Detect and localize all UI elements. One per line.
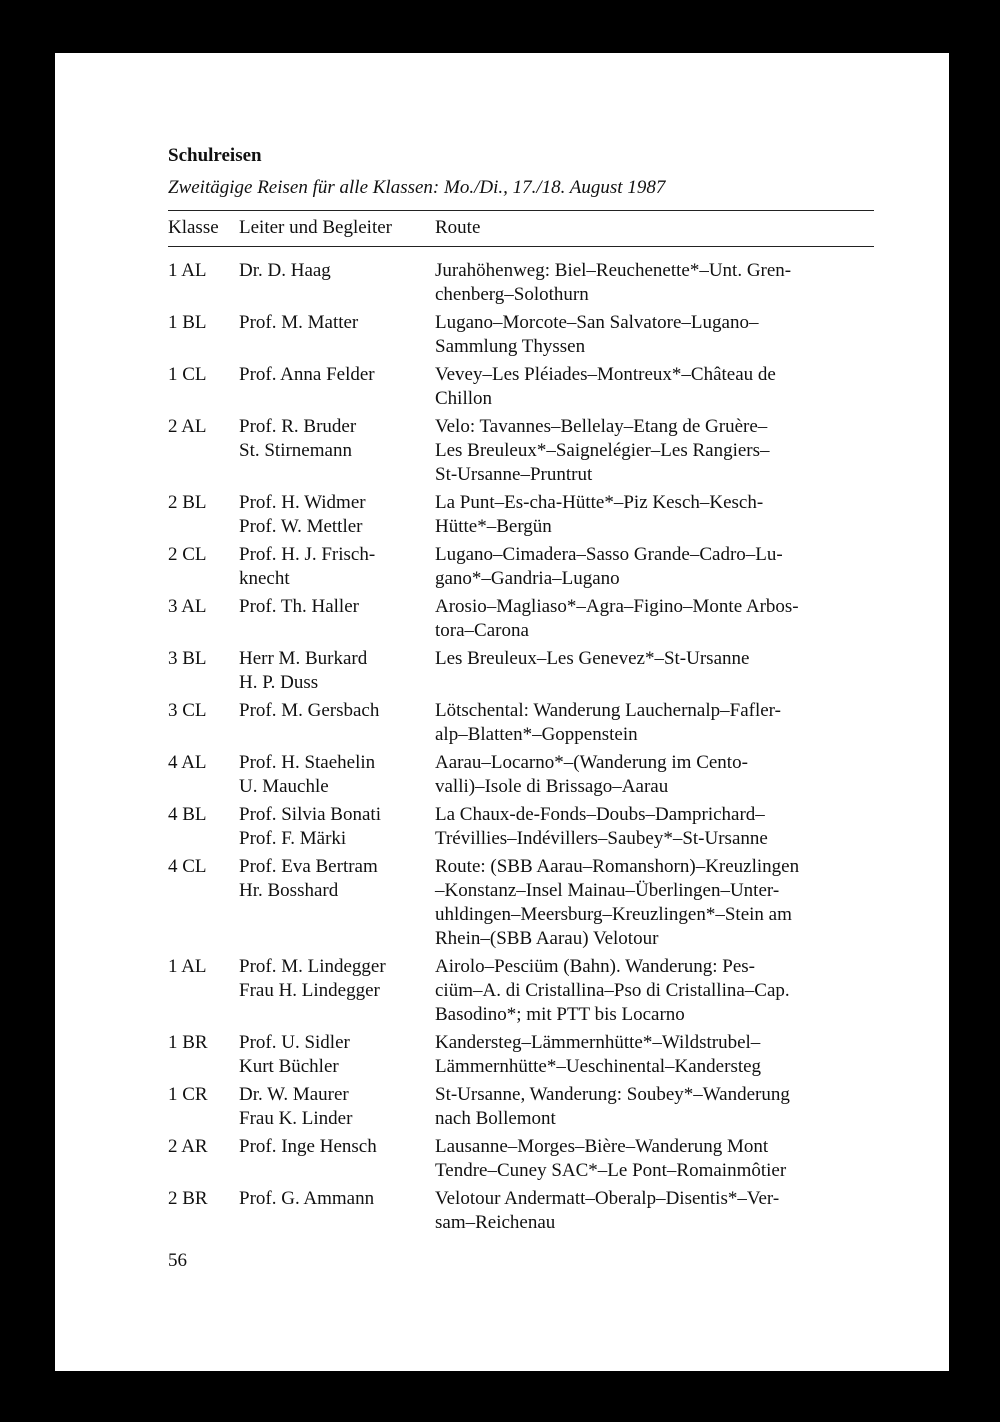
cell-leiter [239,647,435,695]
route-line: Lugano–Cimadera–Sasso Grande–Cadro–Lu- [435,544,783,565]
cell-route [435,595,874,643]
cell-route [435,363,874,411]
route-line: nach Bollemont [435,1108,556,1129]
route-line: Route: (SBB Aarau–Romanshorn)–Kreuzlingen [435,856,800,877]
cell-klasse: 1 CR [168,1084,208,1105]
cell-leiter [239,491,435,539]
leiter-line: Herr M. Burkard [239,648,368,669]
cell-klasse: 1 CL [168,364,207,385]
leiter-line: Dr. D. Haag [239,260,331,281]
section-title: Schulreisen [168,145,262,166]
header-leiter: Leiter und Begleiter [239,217,392,238]
leiter-line: Prof. Anna Felder [239,364,375,385]
table-row [168,1187,874,1235]
cell-leiter [239,363,435,411]
cell-klasse: 1 BR [168,1032,208,1053]
route-line: Rhein–(SBB Aarau) Velotour [435,928,659,949]
cell-leiter [239,803,435,851]
document-page [55,53,949,1371]
leiter-line: Prof. Eva Bertram [239,856,378,877]
table-row [168,751,874,799]
route-line: Airolo–Pesciüm (Bahn). Wanderung: Pes- [435,956,756,977]
cell-route [435,491,874,539]
table-row [168,1031,874,1079]
route-line: Aarau–Locarno*–(Wanderung im Cento- [435,752,748,773]
header-route: Route [435,217,481,238]
table-row [168,363,874,411]
section-subtitle: Zweitägige Reisen für alle Klassen: Mo./Di., 17./18. August 1987 [168,177,666,198]
route-line: Velotour Andermatt–Oberalp–Disentis*–Ver- [435,1188,780,1209]
route-line: Kandersteg–Lämmernhütte*–Wildstrubel– [435,1032,761,1053]
cell-klasse: 2 AL [168,416,207,437]
table-row [168,955,874,1027]
route-line: Velo: Tavannes–Bellelay–Etang de Gruère– [435,416,768,437]
route-line: –Konstanz–Insel Mainau–Überlingen–Unter- [435,880,780,901]
leiter-line: Hr. Bosshard [239,880,339,901]
leiter-line: Kurt Büchler [239,1056,339,1077]
leiter-line: Prof. F. Märki [239,828,347,849]
leiter-line: St. Stirnemann [239,440,352,461]
route-line: Jurahöhenweg: Biel–Reuchenette*–Unt. Gren- [435,260,792,281]
route-line: Lämmernhütte*–Ueschinental–Kandersteg [435,1056,762,1077]
leiter-line: Prof. Inge Hensch [239,1136,377,1157]
table-header-rule [168,246,874,247]
leiter-line: Prof. M. Gersbach [239,700,380,721]
cell-route [435,543,874,591]
table-row [168,647,874,695]
table-row [168,1135,874,1183]
page-number: 56 [168,1250,187,1271]
route-line: chenberg–Solothurn [435,284,589,305]
leiter-line: Prof. H. Widmer [239,492,366,513]
cell-route [435,955,874,1027]
cell-klasse: 3 BL [168,648,207,669]
table-header [168,211,874,246]
table-body [168,259,874,1235]
route-line: St-Ursanne–Pruntrut [435,464,593,485]
leiter-line: Prof. H. Staehelin [239,752,376,773]
leiter-line: H. P. Duss [239,672,319,693]
cell-leiter [239,699,435,747]
route-line: uhldingen–Meersburg–Kreuzlingen*–Stein am [435,904,792,925]
cell-route [435,1031,874,1079]
route-line: Vevey–Les Pléiades–Montreux*–Château de [435,364,776,385]
leiter-line: Frau K. Linder [239,1108,353,1129]
route-line: Lötschental: Wanderung Lauchernalp–Fafler- [435,700,781,721]
cell-klasse: 3 CL [168,700,207,721]
cell-route [435,647,874,695]
cell-leiter [239,751,435,799]
leiter-line: Frau H. Lindegger [239,980,380,1001]
table-row [168,311,874,359]
route-line: Tendre–Cuney SAC*–Le Pont–Romainmôtier [435,1160,787,1181]
cell-klasse: 2 BR [168,1188,208,1209]
cell-leiter [239,311,435,359]
cell-klasse: 1 BL [168,312,207,333]
route-line: Trévillies–Indévillers–Saubey*–St-Ursanne [435,828,768,849]
route-line: Lausanne–Morges–Bière–Wanderung Mont [435,1136,769,1157]
leiter-line: Prof. H. J. Frisch- [239,544,376,565]
leiter-line: Prof. M. Matter [239,312,359,333]
cell-klasse: 4 BL [168,804,207,825]
table-row [168,543,874,591]
route-line: tora–Carona [435,620,529,641]
cell-klasse: 1 AL [168,956,207,977]
route-line: La Punt–Es-cha-Hütte*–Piz Kesch–Kesch- [435,492,764,513]
cell-klasse: 3 AL [168,596,207,617]
cell-route [435,699,874,747]
cell-leiter [239,1031,435,1079]
header-klasse: Klasse [168,217,219,238]
cell-klasse: 2 BL [168,492,207,513]
route-line: Hütte*–Bergün [435,516,552,537]
table-row [168,855,874,951]
cell-klasse: 1 AL [168,260,207,281]
route-line: Chillon [435,388,493,409]
route-line: alp–Blatten*–Goppenstein [435,724,638,745]
table-row [168,259,874,307]
leiter-line: knecht [239,568,290,589]
cell-leiter [239,259,435,307]
leiter-line: Prof. Th. Haller [239,596,359,617]
route-line: gano*–Gandria–Lugano [435,568,620,589]
leiter-line: Dr. W. Maurer [239,1084,349,1105]
leiter-line: Prof. G. Ammann [239,1188,375,1209]
cell-leiter [239,595,435,643]
cell-route [435,311,874,359]
table-row [168,491,874,539]
route-line: Arosio–Magliaso*–Agra–Figino–Monte Arbos- [435,596,799,617]
route-line: ciüm–A. di Cristallina–Pso di Cristallina–Cap. [435,980,790,1001]
cell-route [435,415,874,487]
leiter-line: Prof. Silvia Bonati [239,804,381,825]
table-row [168,595,874,643]
leiter-line: U. Mauchle [239,776,329,797]
cell-leiter [239,1135,435,1183]
cell-leiter [239,955,435,1027]
table-row [168,1083,874,1131]
route-line: sam–Reichenau [435,1212,556,1233]
leiter-line: Prof. W. Mettler [239,516,363,537]
cell-route [435,1135,874,1183]
cell-klasse: 4 CL [168,856,207,877]
cell-klasse: 2 AR [168,1136,208,1157]
cell-klasse: 2 CL [168,544,207,565]
route-line: valli)–Isole di Brissago–Aarau [435,776,669,797]
cell-route [435,803,874,851]
cell-route [435,751,874,799]
table-row [168,803,874,851]
route-line: Sammlung Thyssen [435,336,586,357]
cell-route [435,855,874,951]
cell-route [435,1187,874,1235]
leiter-line: Prof. U. Sidler [239,1032,350,1053]
table-row [168,415,874,487]
cell-klasse: 4 AL [168,752,207,773]
route-line: Les Breuleux–Les Genevez*–St-Ursanne [435,648,750,669]
leiter-line: Prof. M. Lindegger [239,956,386,977]
cell-leiter [239,855,435,951]
route-line: St-Ursanne, Wanderung: Soubey*–Wanderung [435,1084,790,1105]
cell-leiter [239,415,435,487]
page-content [168,144,874,1239]
cell-leiter [239,543,435,591]
route-line: Lugano–Morcote–San Salvatore–Lugano– [435,312,759,333]
route-line: La Chaux-de-Fonds–Doubs–Damprichard– [435,804,765,825]
route-line: Les Breuleux*–Saignelégier–Les Rangiers– [435,440,770,461]
cell-route [435,259,874,307]
table-row [168,699,874,747]
cell-route [435,1083,874,1131]
cell-leiter [239,1083,435,1131]
leiter-line: Prof. R. Bruder [239,416,357,437]
cell-leiter [239,1187,435,1235]
route-line: Basodino*; mit PTT bis Locarno [435,1004,685,1025]
